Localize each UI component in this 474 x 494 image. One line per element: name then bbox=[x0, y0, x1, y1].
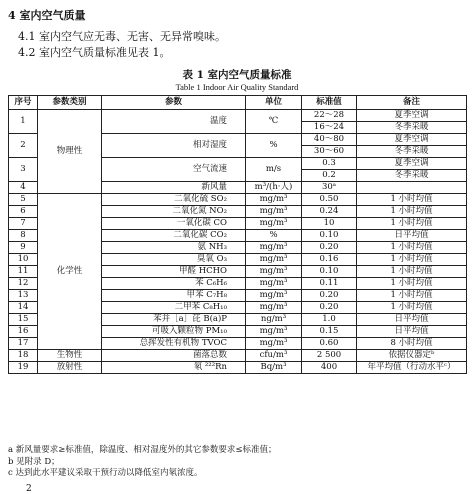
row-unit: % bbox=[246, 134, 302, 158]
row-no: 19 bbox=[9, 362, 38, 374]
table-subtitle: Table 1 Indoor Air Quality Standard bbox=[175, 82, 299, 92]
row-value: 10 bbox=[302, 218, 357, 230]
header-no: 序号 bbox=[9, 96, 38, 110]
row-note: 冬季采暖 bbox=[357, 122, 467, 134]
row-value: 0.24 bbox=[302, 206, 357, 218]
row-value: 400 bbox=[302, 362, 357, 374]
row-no: 10 bbox=[9, 254, 38, 266]
header-value: 标准值 bbox=[302, 96, 357, 110]
row-note: 夏季空调 bbox=[357, 110, 467, 122]
row-unit: ℃ bbox=[246, 110, 302, 134]
row-unit: Bq/m³ bbox=[246, 362, 302, 374]
row-param: 甲醛 HCHO bbox=[102, 266, 246, 278]
row-param: 氡 ²²²Rn bbox=[102, 362, 246, 374]
row-no: 17 bbox=[9, 338, 38, 350]
row-no: 7 bbox=[9, 218, 38, 230]
row-value: 2 500 bbox=[302, 350, 357, 362]
row-value: 0.10 bbox=[302, 230, 357, 242]
row-value: 0.20 bbox=[302, 302, 357, 314]
row-no: 13 bbox=[9, 290, 38, 302]
table-row bbox=[9, 362, 467, 374]
row-param: 甲苯 C₇H₈ bbox=[102, 290, 246, 302]
row-param: 氨 NH₃ bbox=[102, 242, 246, 254]
row-value: 40～80 bbox=[302, 134, 357, 146]
row-param: 菌落总数 bbox=[102, 350, 246, 362]
row-unit: mg/m³ bbox=[246, 194, 302, 206]
table-title: 表 1 室内空气质量标准 bbox=[182, 69, 292, 81]
row-unit: mg/m³ bbox=[246, 278, 302, 290]
footnotes bbox=[8, 445, 277, 480]
row-value: 16～24 bbox=[302, 122, 357, 134]
section-title: 4 室内空气质量 bbox=[8, 9, 86, 22]
row-note: 日平均值 bbox=[357, 314, 467, 326]
row-no: 8 bbox=[9, 230, 38, 242]
footnote-b: b 见附录 D； bbox=[8, 456, 60, 467]
row-note: 1 小时均值 bbox=[357, 254, 467, 266]
row-no: 18 bbox=[9, 350, 38, 362]
row-param: 相对湿度 bbox=[102, 134, 246, 158]
row-unit: m³/(h·人) bbox=[246, 182, 302, 194]
table-header-row bbox=[9, 96, 467, 110]
row-value: 0.15 bbox=[302, 326, 357, 338]
table-row bbox=[9, 350, 467, 362]
row-unit: m/s bbox=[246, 158, 302, 182]
row-param: 可吸入颗粒物 PM₁₀ bbox=[102, 326, 246, 338]
row-note: 夏季空调 bbox=[357, 158, 467, 170]
row-value: 1.0 bbox=[302, 314, 357, 326]
row-note: 夏季空调 bbox=[357, 134, 467, 146]
row-note: 1 小时均值 bbox=[357, 194, 467, 206]
header-unit: 单位 bbox=[246, 96, 302, 110]
row-value: 0.60 bbox=[302, 338, 357, 350]
row-note: 8 小时均值 bbox=[357, 338, 467, 350]
row-param: 苯 C₆H₆ bbox=[102, 278, 246, 290]
row-param: 新风量 bbox=[102, 182, 246, 194]
row-value: 0.50 bbox=[302, 194, 357, 206]
row-note: 年平均值（行动水平ᶜ） bbox=[357, 362, 467, 374]
row-no: 3 bbox=[9, 158, 38, 182]
air-quality-table bbox=[8, 95, 467, 374]
row-unit: mg/m³ bbox=[246, 242, 302, 254]
row-no: 11 bbox=[9, 266, 38, 278]
row-value: 0.11 bbox=[302, 278, 357, 290]
row-no: 16 bbox=[9, 326, 38, 338]
row-note: 1 小时均值 bbox=[357, 302, 467, 314]
row-value: 0.10 bbox=[302, 266, 357, 278]
row-value: 0.16 bbox=[302, 254, 357, 266]
row-unit: mg/m³ bbox=[246, 206, 302, 218]
row-param: 一氧化碳 CO bbox=[102, 218, 246, 230]
category-chemical: 化学性 bbox=[38, 194, 102, 350]
row-unit: mg/m³ bbox=[246, 266, 302, 278]
row-no: 1 bbox=[9, 110, 38, 134]
row-note: 冬季采暖 bbox=[357, 170, 467, 182]
row-note: 1 小时均值 bbox=[357, 242, 467, 254]
row-param: 二甲苯 C₈H₁₀ bbox=[102, 302, 246, 314]
row-value: 0.3 bbox=[302, 158, 357, 170]
row-value: 22～28 bbox=[302, 110, 357, 122]
row-no: 5 bbox=[9, 194, 38, 206]
row-no: 2 bbox=[9, 134, 38, 158]
row-note: 日平均值 bbox=[357, 230, 467, 242]
header-note: 备注 bbox=[357, 96, 467, 110]
row-note: 1 小时均值 bbox=[357, 278, 467, 290]
table-row bbox=[9, 110, 467, 122]
row-value: 0.20 bbox=[302, 290, 357, 302]
row-unit: % bbox=[246, 230, 302, 242]
row-param: 温度 bbox=[102, 110, 246, 134]
row-note: 依据仪器定ᵇ bbox=[357, 350, 467, 362]
row-note: 1 小时均值 bbox=[357, 290, 467, 302]
row-unit: mg/m³ bbox=[246, 218, 302, 230]
row-no: 6 bbox=[9, 206, 38, 218]
footnote-c: c 达到此水平建议采取干预行动以降低室内氡浓度。 bbox=[8, 468, 203, 478]
row-unit: mg/m³ bbox=[246, 254, 302, 266]
row-param: 苯并［a］芘 B(a)P bbox=[102, 314, 246, 326]
paragraph-4-2: 4.2 室内空气质量标准见表 1。 bbox=[18, 46, 171, 59]
row-unit: mg/m³ bbox=[246, 338, 302, 350]
footnote-a: a 新风量要求≥标准值，除温度、相对湿度外的其它参数要求≤标准值； bbox=[8, 445, 277, 455]
row-unit: ng/m³ bbox=[246, 314, 302, 326]
row-unit: mg/m³ bbox=[246, 302, 302, 314]
row-unit: cfu/m³ bbox=[246, 350, 302, 362]
category-physical: 物理性 bbox=[38, 110, 102, 194]
row-param: 二氧化氮 NO₂ bbox=[102, 206, 246, 218]
row-note: 1 小时均值 bbox=[357, 266, 467, 278]
row-note bbox=[357, 182, 467, 194]
row-note: 1 小时均值 bbox=[357, 206, 467, 218]
page-number: 2 bbox=[26, 484, 32, 494]
row-note: 1 小时均值 bbox=[357, 218, 467, 230]
category-radioactive: 放射性 bbox=[38, 362, 102, 374]
row-param: 总挥发性有机物 TVOC bbox=[102, 338, 246, 350]
row-param: 臭氧 O₃ bbox=[102, 254, 246, 266]
row-note: 冬季采暖 bbox=[357, 146, 467, 158]
header-category: 参数类别 bbox=[38, 96, 102, 110]
row-unit: mg/m³ bbox=[246, 326, 302, 338]
row-no: 12 bbox=[9, 278, 38, 290]
table-row bbox=[9, 194, 467, 206]
row-value: 30～60 bbox=[302, 146, 357, 158]
row-value: 0.2 bbox=[302, 170, 357, 182]
row-param: 空气流速 bbox=[102, 158, 246, 182]
header-param: 参数 bbox=[102, 96, 246, 110]
row-no: 4 bbox=[9, 182, 38, 194]
row-value: 30ᵃ bbox=[302, 182, 357, 194]
row-no: 14 bbox=[9, 302, 38, 314]
row-note: 日平均值 bbox=[357, 326, 467, 338]
row-unit: mg/m³ bbox=[246, 290, 302, 302]
row-value: 0.20 bbox=[302, 242, 357, 254]
row-param: 二氧化碳 CO₂ bbox=[102, 230, 246, 242]
row-param: 二氧化硫 SO₂ bbox=[102, 194, 246, 206]
category-biological: 生物性 bbox=[38, 350, 102, 362]
row-no: 15 bbox=[9, 314, 38, 326]
row-no: 9 bbox=[9, 242, 38, 254]
paragraph-4-1: 4.1 室内空气应无毒、无害、无异常嗅味。 bbox=[18, 30, 226, 43]
